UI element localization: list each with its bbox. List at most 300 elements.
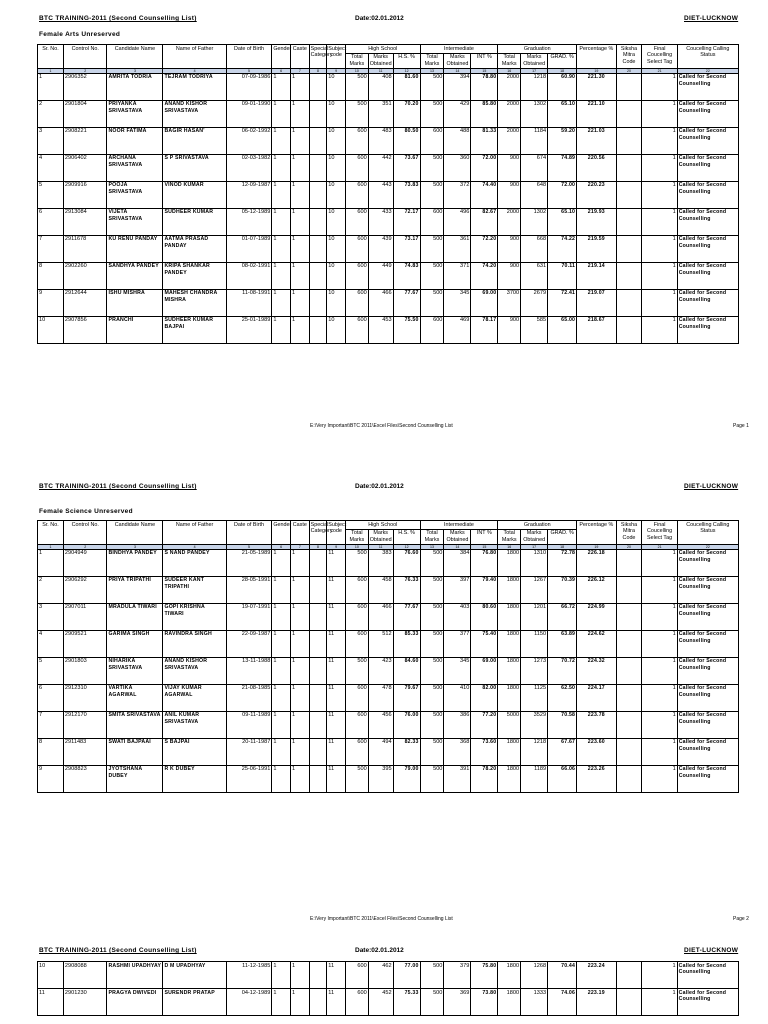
grad-obtained-cell: 1218 [521,73,548,100]
hs-obtained-cell: 395 [368,765,393,792]
grad-obtained-cell: 1201 [521,603,548,630]
candidate-name-cell: VIJETA SRIVASTAVA [107,208,163,235]
siksha-mitra-cell [616,73,642,100]
hs-percent-cell: 75.50 [393,316,420,343]
control-cell: 2901803 [63,657,107,684]
column-header-father: Name of Father [163,521,226,545]
grad-total-cell: 1800 [498,684,521,711]
father-name-cell: AATMA PRASAD PANDAY [163,235,226,262]
gender-cell: 1 [272,235,291,262]
hs-percent-cell: 76.33 [393,576,420,603]
hs-obtained-cell: 408 [368,73,393,100]
column-number: 18 [548,68,577,73]
gender-cell: 1 [272,73,291,100]
candidate-name-cell: JYOTSHANA DUBEY [107,765,163,792]
caste-cell: 1 [290,73,309,100]
grad-obtained-cell: 674 [521,154,548,181]
column-subheader-total: Total Marks [420,529,444,544]
candidate-name-cell: POOJA SRIVASTAVA [107,181,163,208]
column-header-siksha-mitra: Siksha Mitra Code [616,521,642,545]
inter-obtained-cell: 377 [444,630,471,657]
special-category-cell [309,738,327,765]
sr-cell: 6 [38,208,64,235]
grad-obtained-cell: 1302 [521,100,548,127]
special-category-cell [309,235,327,262]
grad-total-cell: 1800 [498,630,521,657]
caste-cell: 1 [290,289,309,316]
inter-obtained-cell: 372 [444,181,471,208]
caste-cell: 1 [290,630,309,657]
final-tag-cell: 1 [642,100,677,127]
dob-cell: 28-05-1991 [226,576,272,603]
grad-percent-cell: 70.72 [548,657,577,684]
status-cell: Called for Second Counselling [677,576,738,603]
subject-code-cell: 11 [327,989,346,1016]
siksha-mitra-cell [616,316,642,343]
inter-percent-cell: 77.20 [471,711,498,738]
column-header-sr: Sr. No. [38,45,64,69]
inter-obtained-cell: 345 [444,657,471,684]
column-header-caste: Caste [290,521,309,545]
sr-cell: 4 [38,154,64,181]
column-header-siksha-mitra: Siksha Mitra Code [616,45,642,69]
grad-total-cell: 2000 [498,100,521,127]
grad-total-cell: 1800 [498,603,521,630]
percentage-cell: 219.07 [577,289,616,316]
column-number: 16 [498,544,521,549]
caste-cell: 1 [290,765,309,792]
inter-obtained-cell: 429 [444,100,471,127]
gender-cell: 1 [272,262,291,289]
table-row [38,127,739,154]
inter-obtained-cell: 368 [444,738,471,765]
table-row [38,738,739,765]
column-number: 9 [327,68,346,73]
siksha-mitra-cell [616,765,642,792]
column-number: 3 [107,544,163,549]
sr-cell: 1 [38,73,64,100]
gender-cell: 1 [272,549,291,576]
inter-obtained-cell: 379 [444,962,471,989]
special-category-cell [309,100,327,127]
column-header-control: Control No. [63,521,107,545]
hs-obtained-cell: 433 [368,208,393,235]
column-subheader-obtained: Marks Obtained [444,53,471,68]
special-category-cell [309,576,327,603]
column-number: 5 [226,544,272,549]
inter-obtained-cell: 410 [444,684,471,711]
sr-cell: 9 [38,289,64,316]
column-subheader-hs-pct: H.S. % [393,53,420,68]
control-cell: 2901804 [63,100,107,127]
grad-obtained-cell: 1189 [521,765,548,792]
column-header-intermediate: Intermediate [420,521,498,530]
dob-cell: 01-07-1989 [226,235,272,262]
column-subheader-hs-pct: H.S. % [393,529,420,544]
hs-obtained-cell: 483 [368,127,393,154]
sr-cell: 3 [38,127,64,154]
grad-total-cell: 1800 [498,765,521,792]
grad-obtained-cell: 1268 [521,962,548,989]
subject-code-cell: 11 [327,603,346,630]
column-number: 13 [420,68,444,73]
column-number: 2 [63,544,107,549]
grad-obtained-cell: 1310 [521,549,548,576]
hs-total-cell: 600 [345,962,368,989]
grad-total-cell: 900 [498,154,521,181]
column-header-high-school: High School [345,45,420,54]
column-number: 8 [309,68,327,73]
dob-cell: 11-08-1991 [226,289,272,316]
grad-percent-cell: 65.00 [548,316,577,343]
column-header-gender: Gender [272,45,291,69]
status-cell: Called for Second Counselling [677,154,738,181]
inter-total-cell: 500 [420,603,444,630]
sr-cell: 10 [38,316,64,343]
control-cell: 2909916 [63,181,107,208]
hs-total-cell: 600 [345,289,368,316]
document-title: BTC TRAINING-2011 (Second Counselling List) [39,947,197,954]
inter-percent-cell: 78.17 [471,316,498,343]
control-cell: 2912170 [63,711,107,738]
inter-total-cell: 500 [420,657,444,684]
candidate-name-cell: KU RENU PANDAY [107,235,163,262]
grad-total-cell: 900 [498,262,521,289]
table-row [38,154,739,181]
grad-total-cell: 3700 [498,289,521,316]
status-cell: Called for Second Counselling [677,962,738,989]
inter-obtained-cell: 369 [444,989,471,1016]
control-cell: 2908088 [63,962,107,989]
document-place: DIET-LUCKNOW [684,947,739,954]
special-category-cell [309,262,327,289]
grad-total-cell: 1800 [498,549,521,576]
special-category-cell [309,684,327,711]
sr-cell: 1 [38,549,64,576]
siksha-mitra-cell [616,127,642,154]
caste-cell: 1 [290,657,309,684]
special-category-cell [309,711,327,738]
sr-cell: 7 [38,711,64,738]
column-header-graduation: Graduation [498,45,577,54]
inter-percent-cell: 78.80 [471,73,498,100]
control-cell: 2912310 [63,684,107,711]
column-header-percentage: Percentage % [577,45,616,69]
final-tag-cell: 1 [642,738,677,765]
column-number: 10 [345,68,368,73]
candidate-name-cell: SMITA SRIVASTAVA [107,711,163,738]
inter-obtained-cell: 384 [444,549,471,576]
table-row [38,289,739,316]
column-subheader-obtained: Marks Obtained [369,530,392,543]
grad-total-cell: 2000 [498,73,521,100]
grad-percent-cell: 70.44 [548,962,577,989]
final-tag-cell: 1 [642,989,677,1016]
column-header-subject: Subject code [327,521,346,545]
hs-obtained-cell: 452 [368,989,393,1016]
percentage-cell: 219.59 [577,235,616,262]
column-number: 18 [548,544,577,549]
siksha-mitra-cell [616,603,642,630]
table-row [38,603,739,630]
subject-code-cell: 11 [327,549,346,576]
sr-cell: 8 [38,738,64,765]
hs-obtained-cell: 494 [368,738,393,765]
column-number: 15 [471,68,498,73]
column-header-subject: Subject code [327,45,346,69]
sr-cell: 5 [38,181,64,208]
hs-percent-cell: 77.67 [393,289,420,316]
column-number: 22 [677,68,738,73]
table-row [38,711,739,738]
candidate-name-cell: AMRITA TODRIA [107,73,163,100]
grad-percent-cell: 60.90 [548,73,577,100]
table-row [38,989,739,1016]
column-header-dob: Date of Birth [226,521,272,545]
table-body [38,73,739,343]
table-row [38,235,739,262]
control-cell: 2907856 [63,316,107,343]
candidate-name-cell: NIHARIKA SRIVASTAVA [107,657,163,684]
status-cell: Called for Second Counselling [677,181,738,208]
siksha-mitra-cell [616,576,642,603]
percentage-cell: 219.14 [577,262,616,289]
grad-obtained-cell: 1302 [521,208,548,235]
candidate-name-cell: PRIYA TRIPATHI [107,576,163,603]
hs-percent-cell: 74.83 [393,262,420,289]
father-name-cell: GOPI KRISHNA TIWARI [163,603,226,630]
column-number: 3 [107,68,163,73]
special-category-cell [309,289,327,316]
dob-cell: 09-11-1989 [226,711,272,738]
table-row [38,73,739,100]
hs-obtained-cell: 456 [368,711,393,738]
inter-total-cell: 600 [420,316,444,343]
grad-total-cell: 900 [498,235,521,262]
subject-code-cell: 11 [327,630,346,657]
candidate-name-cell: ISHU MISHRA [107,289,163,316]
hs-obtained-cell: 512 [368,630,393,657]
inter-percent-cell: 69.00 [471,657,498,684]
gender-cell: 1 [272,989,291,1016]
inter-percent-cell: 69.00 [471,289,498,316]
document-title: BTC TRAINING-2011 (Second Counselling List) [39,15,197,22]
grad-total-cell: 1800 [498,962,521,989]
inter-total-cell: 500 [420,100,444,127]
final-tag-cell: 1 [642,630,677,657]
grad-obtained-cell: 1125 [521,684,548,711]
gender-cell: 1 [272,576,291,603]
column-number: 20 [616,68,642,73]
candidate-name-cell: GARIMA SINGH [107,630,163,657]
father-name-cell: D M UPADHYAY [163,962,226,989]
status-cell: Called for Second Counselling [677,630,738,657]
status-cell: Called for Second Counselling [677,603,738,630]
sr-cell: 2 [38,576,64,603]
father-name-cell: ANAND KISHOR SRIVASTAVA [163,100,226,127]
column-number: 12 [393,68,420,73]
hs-percent-cell: 85.33 [393,630,420,657]
caste-cell: 1 [290,549,309,576]
grad-obtained-cell: 585 [521,316,548,343]
table-row [38,549,739,576]
caste-cell: 1 [290,738,309,765]
inter-obtained-cell: 397 [444,576,471,603]
candidate-name-cell: PRAGYA DWIVEDI [107,989,163,1016]
table-header [38,521,739,550]
control-cell: 2908221 [63,127,107,154]
dob-cell: 08-02-1991 [226,262,272,289]
status-cell: Called for Second Counselling [677,289,738,316]
hs-obtained-cell: 383 [368,549,393,576]
inter-total-cell: 500 [420,576,444,603]
percentage-cell: 224.32 [577,657,616,684]
candidate-name-cell: VARTIKA AGARWAL [107,684,163,711]
final-tag-cell: 1 [642,765,677,792]
grad-total-cell: 1800 [498,657,521,684]
subject-code-cell: 11 [327,962,346,989]
inter-total-cell: 500 [420,630,444,657]
column-header-candidate: Candidate Name [107,521,163,545]
hs-total-cell: 600 [345,208,368,235]
grad-obtained-cell: 1184 [521,127,548,154]
gender-cell: 1 [272,962,291,989]
siksha-mitra-cell [616,154,642,181]
column-number: 9 [327,544,346,549]
column-header-caste: Caste [290,45,309,69]
grad-percent-cell: 72.78 [548,549,577,576]
grad-percent-cell: 66.72 [548,603,577,630]
special-category-cell [309,962,327,989]
status-cell: Called for Second Counselling [677,73,738,100]
subject-code-cell: 10 [327,73,346,100]
hs-total-cell: 600 [345,316,368,343]
gender-cell: 1 [272,603,291,630]
grad-obtained-cell: 1333 [521,989,548,1016]
column-header-sr: Sr. No. [38,521,64,545]
hs-percent-cell: 77.00 [393,962,420,989]
column-subheader-total: Total Marks [420,53,444,68]
grad-percent-cell: 63.89 [548,630,577,657]
final-tag-cell: 1 [642,711,677,738]
percentage-cell: 223.26 [577,765,616,792]
status-cell: Called for Second Counselling [677,316,738,343]
percentage-cell: 220.23 [577,181,616,208]
father-name-cell: SUDHEER KUMAR [163,208,226,235]
hs-percent-cell: 72.17 [393,208,420,235]
inter-obtained-cell: 394 [444,73,471,100]
percentage-cell: 226.18 [577,549,616,576]
caste-cell: 1 [290,208,309,235]
table-row [38,316,739,343]
hs-total-cell: 500 [345,657,368,684]
father-name-cell: SUDEER KANT TRIPATHI [163,576,226,603]
hs-total-cell: 600 [345,684,368,711]
inter-percent-cell: 76.80 [471,549,498,576]
percentage-cell: 219.93 [577,208,616,235]
grad-percent-cell: 59.20 [548,127,577,154]
hs-obtained-cell: 462 [368,962,393,989]
final-tag-cell: 1 [642,684,677,711]
siksha-mitra-cell [616,711,642,738]
table-row [38,576,739,603]
grad-percent-cell: 74.89 [548,154,577,181]
hs-total-cell: 600 [345,576,368,603]
column-subheader-total: Total Marks [498,53,521,68]
hs-percent-cell: 77.67 [393,603,420,630]
column-number: 22 [677,544,738,549]
control-cell: 2906352 [63,73,107,100]
percentage-cell: 223.19 [577,989,616,1016]
dob-cell: 25-06-1991 [226,765,272,792]
grad-percent-cell: 70.11 [548,262,577,289]
candidate-name-cell: PRIYANKA SRIVASTAVA [107,100,163,127]
hs-obtained-cell: 478 [368,684,393,711]
father-name-cell: VINOD KUMAR [163,181,226,208]
status-cell: Called for Second Counselling [677,989,738,1016]
hs-percent-cell: 70.20 [393,100,420,127]
candidate-name-cell: SANDHYA PANDEY [107,262,163,289]
final-tag-cell: 1 [642,962,677,989]
table-row [38,181,739,208]
page-number: Page 1 [733,423,749,429]
hs-total-cell: 600 [345,235,368,262]
dob-cell: 09-01-1990 [226,100,272,127]
father-name-cell: SUDHEER KUMAR BAJPAI [163,316,226,343]
grad-percent-cell: 74.06 [548,989,577,1016]
column-subheader-grad-pct: GRAD. % [548,529,577,544]
table-row [38,630,739,657]
inter-total-cell: 500 [420,235,444,262]
special-category-cell [309,603,327,630]
control-cell: 2911483 [63,738,107,765]
inter-percent-cell: 82.67 [471,208,498,235]
column-number: 10 [345,544,368,549]
inter-obtained-cell: 469 [444,316,471,343]
hs-percent-cell: 73.67 [393,154,420,181]
sr-cell: 11 [38,989,64,1016]
control-cell: 2912644 [63,289,107,316]
inter-percent-cell: 82.00 [471,684,498,711]
hs-percent-cell: 73.83 [393,181,420,208]
hs-obtained-cell: 439 [368,235,393,262]
gender-cell: 1 [272,630,291,657]
inter-total-cell: 500 [420,289,444,316]
subject-code-cell: 10 [327,181,346,208]
grad-obtained-cell: 1218 [521,738,548,765]
gender-cell: 1 [272,181,291,208]
sr-cell: 7 [38,235,64,262]
hs-percent-cell: 82.33 [393,738,420,765]
column-subheader-obtained: Marks Obtained [444,529,471,544]
dob-cell: 02-03-1982 [226,154,272,181]
grad-obtained-cell: 1267 [521,576,548,603]
grad-total-cell: 1800 [498,738,521,765]
sr-cell: 2 [38,100,64,127]
table-row [38,262,739,289]
dob-cell: 04-12-1989 [226,989,272,1016]
father-name-cell: ANIL KUMAR SRIVASTAVA [163,711,226,738]
caste-cell: 1 [290,603,309,630]
column-header-intermediate: Intermediate [420,45,498,54]
subject-code-cell: 10 [327,127,346,154]
column-number: 2 [63,68,107,73]
column-number: 4 [163,544,226,549]
special-category-cell [309,208,327,235]
grad-percent-cell: 62.50 [548,684,577,711]
column-number: 21 [642,68,677,73]
hs-total-cell: 600 [345,603,368,630]
